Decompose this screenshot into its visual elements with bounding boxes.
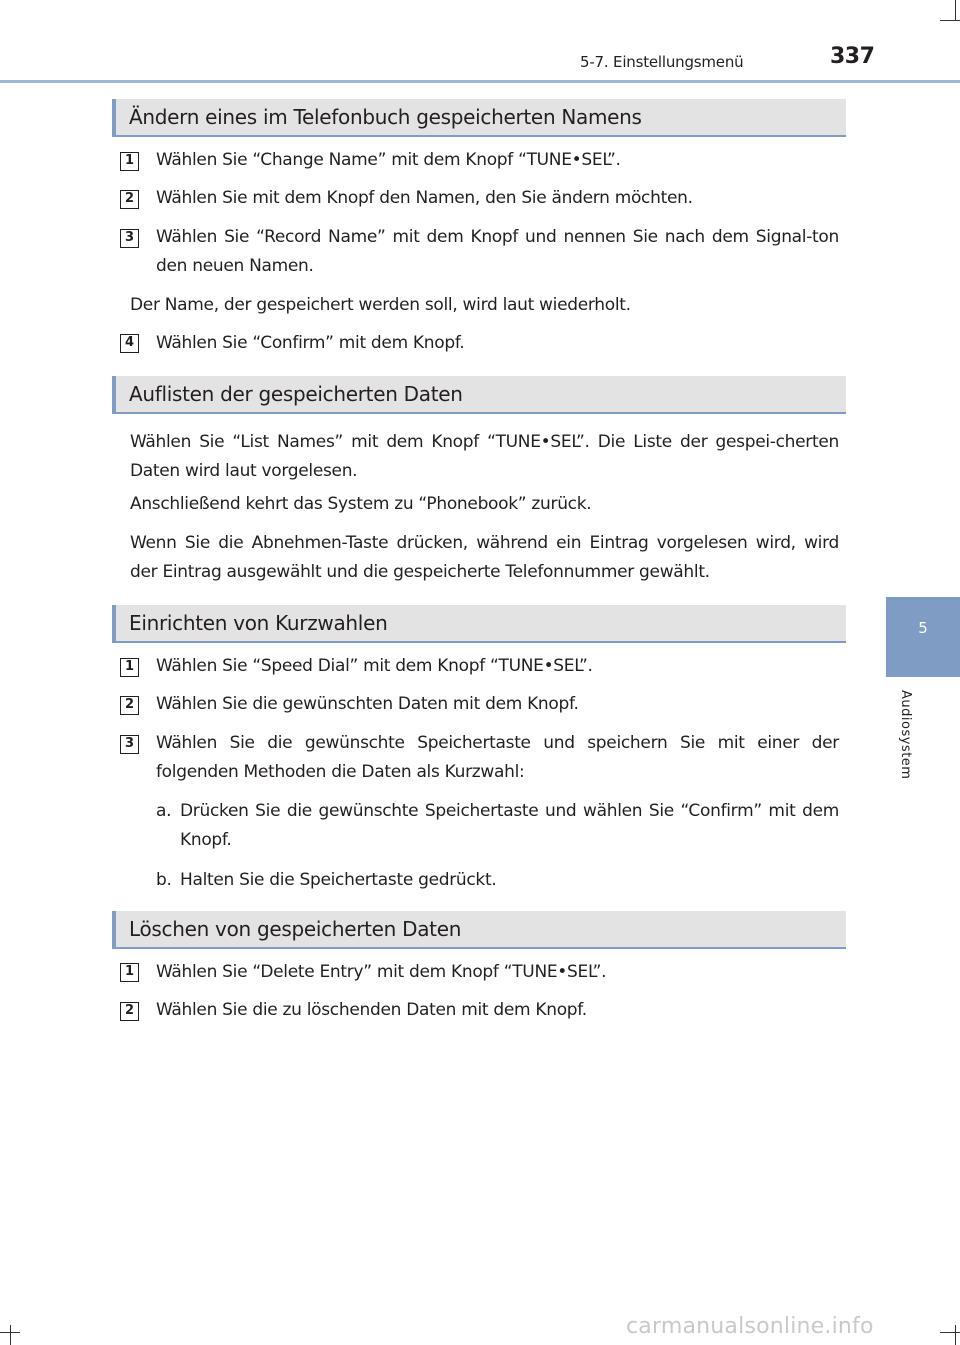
step-badge: 1: [120, 152, 139, 171]
section-heading-text: Ändern eines im Telefonbuch gespeicherten Namens: [129, 105, 642, 129]
chapter-tab: [886, 597, 960, 677]
step-badge: 2: [120, 190, 139, 209]
section-heading-text: Einrichten von Kurzwahlen: [129, 611, 388, 635]
paragraph: Wählen Sie “List Names” mit dem Knopf “TUNE•SEL”. Die Liste der gespei-cherten Daten wird laut vorgelesen.: [130, 432, 839, 481]
sub-item-text: Halten Sie die Speichertaste gedrückt.: [180, 870, 497, 890]
section-heading-list: [112, 376, 846, 414]
section-heading-text: Auflisten der gespeicherten Daten: [129, 382, 463, 406]
step-text: Wählen Sie mit dem Knopf den Namen, den Sie ändern möchten.: [156, 188, 693, 208]
section-heading-text: Löschen von gespeicherten Daten: [129, 917, 462, 941]
step-badge: 1: [120, 963, 139, 982]
step-badge: 3: [120, 229, 139, 248]
step-text: Wählen Sie “Speed Dial” mit dem Knopf “TUNE•SEL”.: [156, 656, 593, 676]
step-text: Wählen Sie die gewünschten Daten mit dem Knopf.: [156, 694, 579, 714]
step-badge: 1: [120, 658, 139, 677]
watermark-text: carmanualsonline.info: [626, 1314, 874, 1339]
crop-mark: [955, 1325, 956, 1345]
section-heading-delete: [112, 911, 846, 949]
sub-item-letter: a.: [156, 801, 172, 821]
section-heading-speed-dial: [112, 605, 846, 643]
step-text: Wählen Sie “Change Name” mit dem Knopf “TUNE•SEL”.: [156, 150, 621, 170]
chapter-label: Audiosystem: [898, 690, 913, 780]
step-text: Wählen Sie “Delete Entry” mit dem Knopf “TUNE•SEL”.: [156, 962, 607, 982]
step-badge: 3: [120, 735, 139, 754]
crop-mark: [955, 0, 956, 20]
step-badge: 2: [120, 1002, 139, 1021]
crop-mark: [0, 1332, 20, 1333]
crop-mark: [10, 1325, 11, 1345]
paragraph: Anschließend kehrt das System zu “Phonebook” zurück.: [130, 494, 592, 514]
step-badge: 2: [120, 696, 139, 715]
step-text: Wählen Sie die gewünschte Speichertaste und speichern Sie mit einer der folgenden Methoden die Daten als Kurzwahl:: [156, 733, 839, 782]
sub-item-text: Drücken Sie die gewünschte Speichertaste und wählen Sie “Confirm” mit dem Knopf.: [180, 801, 839, 850]
header-divider: [0, 80, 960, 83]
section-heading-rename: [112, 99, 846, 137]
paragraph: Der Name, der gespeichert werden soll, wird laut wiederholt.: [130, 295, 631, 315]
header-section-title: 5-7. Einstellungsmenü: [580, 53, 744, 71]
paragraph: Wenn Sie die Abnehmen-Taste drücken, während ein Eintrag vorgelesen wird, wird der Eintrag ausgewählt und die gespeicherte Telefonnummer gewählt.: [130, 533, 839, 582]
sub-item-letter: b.: [156, 870, 172, 890]
crop-mark: [940, 1332, 960, 1333]
chapter-number: 5: [918, 619, 928, 637]
step-text: Wählen Sie “Record Name” mit dem Knopf und nennen Sie nach dem Signal-ton den neuen Namen.: [156, 227, 839, 276]
page-number: 337: [830, 44, 875, 69]
step-text: Wählen Sie die zu löschenden Daten mit dem Knopf.: [156, 1000, 587, 1020]
step-badge: 4: [120, 334, 139, 353]
step-text: Wählen Sie “Confirm” mit dem Knopf.: [156, 333, 465, 353]
crop-mark: [940, 20, 960, 21]
